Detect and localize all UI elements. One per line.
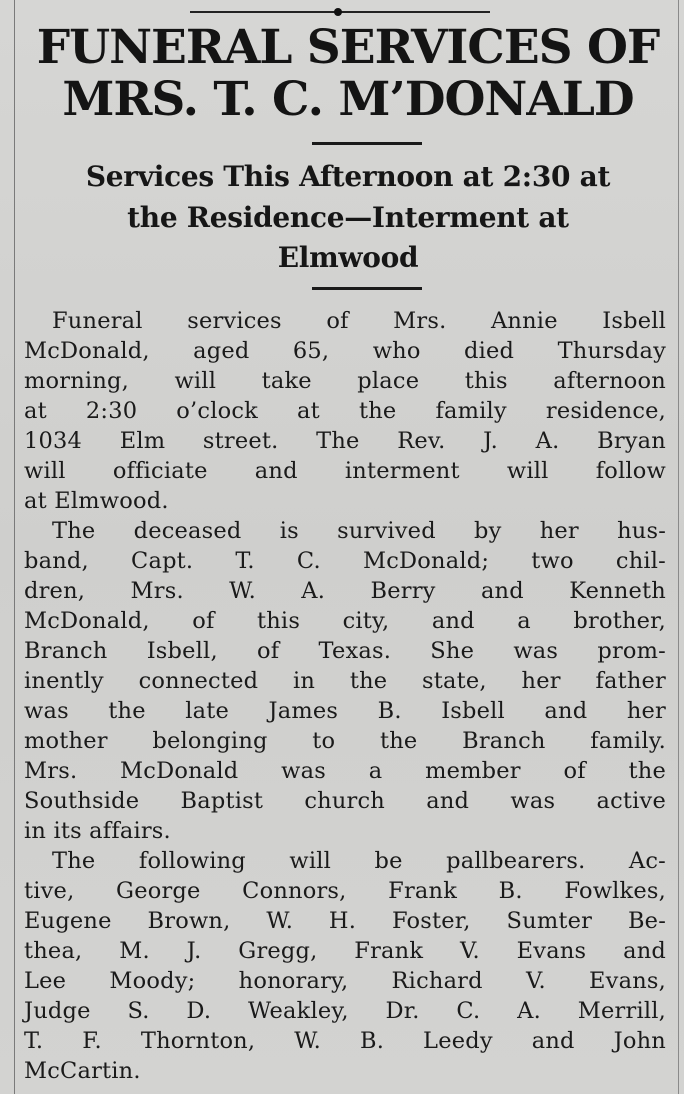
- body-line: inently connected in the state, her father: [24, 668, 666, 694]
- body-line: McDonald, aged 65, who died Thursday: [24, 338, 666, 364]
- body-line: Mrs. McDonald was a member of the: [24, 758, 666, 784]
- body-line: Lee Moody; honorary, Richard V. Evans,: [24, 968, 666, 994]
- body-line: at Elmwood.: [24, 488, 169, 514]
- body-line: Funeral services of Mrs. Annie Isbell: [52, 308, 666, 334]
- deck-line-3: Elmwood: [277, 241, 419, 274]
- body-line: was the late James B. Isbell and her: [24, 698, 666, 724]
- body-line: McDonald, of this city, and a brother,: [24, 608, 666, 634]
- body-line: Branch Isbell, of Texas. She was prom-: [24, 638, 666, 664]
- column-rule-left: [14, 0, 15, 1094]
- body-line: morning, will take place this afternoon: [24, 368, 666, 394]
- body-line: T. F. Thornton, W. B. Leedy and John: [24, 1028, 666, 1054]
- body-line: mother belonging to the Branch family.: [24, 728, 666, 754]
- body-line: McCartin.: [24, 1058, 141, 1084]
- body-line: at 2:30 o’clock at the family residence,: [24, 398, 666, 424]
- body-line: tive, George Connors, Frank B. Fowlkes,: [24, 878, 666, 904]
- body-line: 1034 Elm street. The Rev. J. A. Bryan: [24, 428, 666, 454]
- column-rule-right: [678, 0, 679, 1094]
- body-line: dren, Mrs. W. A. Berry and Kenneth: [24, 578, 666, 604]
- deck-line-1: Services This Afternoon at 2:30 at: [85, 160, 611, 193]
- body-line: The deceased is survived by her hus-: [52, 518, 666, 544]
- ornament-dot: [334, 8, 342, 16]
- body-line: will officiate and interment will follow: [24, 458, 666, 484]
- top-ornament-rule: [190, 9, 490, 15]
- body-line: Southside Baptist church and was active: [24, 788, 666, 814]
- headline-divider: [312, 142, 422, 145]
- body-line: Judge S. D. Weakley, Dr. C. A. Merrill,: [24, 998, 666, 1024]
- body-line: Eugene Brown, W. H. Foster, Sumter Be-: [24, 908, 666, 934]
- headline-line-2: MRS. T. C. M’DONALD: [62, 72, 634, 127]
- deck-divider: [312, 287, 422, 290]
- body-line: band, Capt. T. C. McDonald; two chil-: [24, 548, 666, 574]
- body-line: in its affairs.: [24, 818, 171, 844]
- body-line: The following will be pallbearers. Ac-: [52, 848, 666, 874]
- headline-line-1: FUNERAL SERVICES OF: [36, 20, 660, 75]
- body-line: thea, M. J. Gregg, Frank V. Evans and: [24, 938, 666, 964]
- deck-line-2: the Residence—Interment at: [127, 201, 569, 234]
